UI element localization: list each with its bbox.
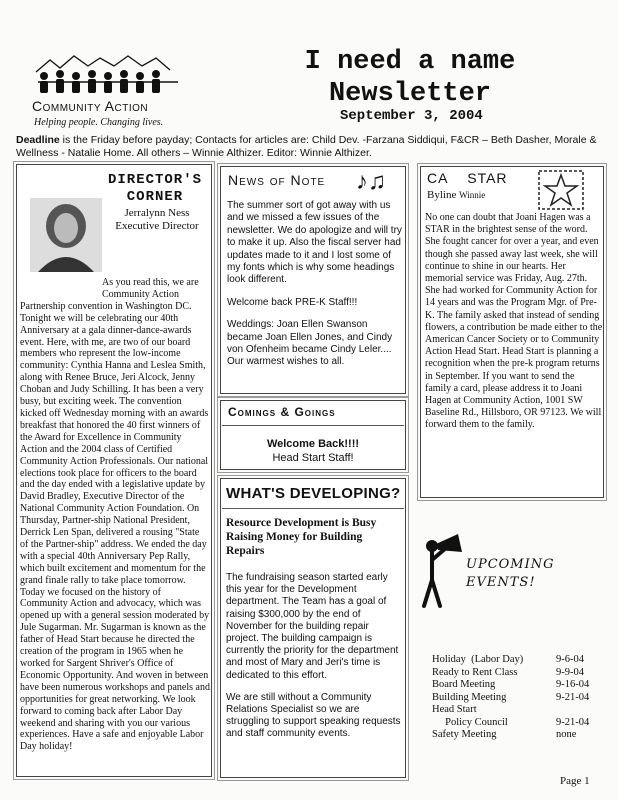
ca-star-byline <box>427 189 485 201</box>
event-date: 9-16-04 <box>556 679 590 690</box>
byline-label: Byline <box>427 189 457 201</box>
event-name: Holiday (Labor Day) <box>432 654 524 665</box>
event-date: 9-6-04 <box>556 654 584 665</box>
divider <box>222 425 404 426</box>
whats-developing-subtitle: Resource Development is Busy Raising Money for Building Repairs <box>226 517 377 557</box>
page-number: Page 1 <box>560 775 590 787</box>
byline-name: Winnie <box>459 190 486 200</box>
event-row <box>432 704 602 717</box>
ca-star-text: No one can doubt that Joani Hagen was a STAR in the brightest sense of the word. She fought cancer for over a year, and even though she passed away last week, she will continue to shine in our hearts. Her memorial service was Friday, Aug. 27th. She had worked for Community Action for 14 years and was the Program Mgr. of Pre-K. The family asked that instead of sending flowers, a contribution be made either to the American Cancer Society or to Community Action Head Start. Head Start is planning a recognition when the pre-k program returns in September. If you want to send the family a card, please address it to Joani Hagen at Community Action, 1001 SW Baseline Rd., Hillsboro, OR 97123. We will forward them to the family. <box>425 212 603 431</box>
event-date <box>556 704 602 717</box>
news-of-note-text <box>227 200 403 379</box>
upcoming-events-list <box>432 654 602 742</box>
whats-developing-text <box>226 572 404 751</box>
event-name: Ready to Rent Class <box>432 666 518 678</box>
event-name: Board Meeting <box>432 679 496 690</box>
deadline-text: is the Friday before payday; Contacts for articles are: Child Dev. -Farzana Siddiqui, F&CR – Beth Dasher, Morale & Wellness - Natalie Home. All others – Winnie Althizer. Editor: Winnie Althizer. <box>16 134 597 159</box>
newsletter-date: September 3, 2004 <box>340 108 483 124</box>
comings-goings-title: Comings & Goings <box>228 405 336 419</box>
newsletter-title <box>280 46 540 110</box>
title-line-1: I need a name <box>304 47 516 77</box>
event-date: 9-9-04 <box>556 666 584 678</box>
event-row <box>432 717 602 730</box>
dev-paragraph: The fundraising season started early this year for the Development department. The Team has a goal of raising $300,000 by the end of November for the building repair project. The building campaign is currently the priority for the department and most of Mary and Jeri's time is dedicated to this effort. <box>226 572 399 681</box>
title-line-2: Newsletter <box>328 79 492 109</box>
event-date: 9-21-04 <box>556 691 590 703</box>
event-name: Building Meeting <box>432 691 507 703</box>
intro-line-1: As you read this, we are <box>102 277 199 288</box>
event-row <box>432 679 602 692</box>
event-name: Safety Meeting <box>432 729 497 740</box>
upcoming-title-line-1: UPCOMING <box>466 557 555 572</box>
event-row <box>432 667 602 680</box>
heading-line-2: CORNER <box>126 189 184 205</box>
director-role: Executive Director <box>115 220 199 232</box>
deadline-note <box>16 134 606 160</box>
comings-line-2: Head Start Staff! <box>272 452 354 464</box>
logo-tagline: Helping people. Changing lives. <box>34 117 164 128</box>
event-date: none <box>556 729 577 740</box>
news-paragraph: Weddings: Joan Ellen Swanson became Joan Ellen Jones, and Cindy von Ofenheim became Cindy Leler.... Our warmest wishes to all. <box>227 319 393 368</box>
comings-goings-text <box>222 437 404 465</box>
event-date: 9-21-04 <box>556 716 590 728</box>
heading-line-1: DIRECTOR'S <box>107 172 202 188</box>
director-body: Partnership convention in Washington DC. Tonight we will be celebrating our 40th Anniversary at a gala dinner-dance-awards event. Here, with me, are two of our board members who represent the low-income community: Cynthia Hanna and Leslea Smith, along with Renee Bruce, Jeri Alcock, Jenny Choban and Judy Schilling. It has been a very busy, but exciting week. The convention kicked off Wednesday morning with an awards breakfast that honored the 40 first winners of the Award for Excellence in Community Action and the 2004 class of Certified Community Action Professionals. Our national elections took place for officers to the board and the day ended with a legislative update by David Bradley, Executive Director of the National Community Action Foundation. On Thursday, Partner-ship National President, Derrick Len Span, delivered a rousing "State of the Partner-ship" address. We ended the day with a special 40th Anniversary Pep Rally, which built excitement and momentum for the grand finale rally to take place tomorrow. Today we focused on the history of Community Action and advocacy, which was opened up with a general session moderated by Jule Sugarman. Mr. Sugarman is known as the father of Head Start because he directed the creation of the program in 1965 when he worked for Sargent Shriver's Office of Economic Opportunity. And woven in between have been numerous workshops and panels and opportunities for great networking. We look forward to coming back after Labor Day weekend and sharing with you our various experiences. Have a safe and enjoyable Labor Day holiday! <box>20 300 210 753</box>
dev-paragraph: We are still without a Community Relations Specialist so we are struggling to support speaking requests and staff community events. <box>226 691 401 740</box>
megaphone-person-icon <box>418 530 468 610</box>
intro-line-2: Community Action <box>102 288 179 300</box>
event-name: Head Start <box>432 704 477 715</box>
event-row <box>432 692 602 705</box>
directors-corner-heading <box>98 172 212 206</box>
directors-corner-text <box>20 277 210 753</box>
music-notes-icon: ♪♫ <box>356 169 386 195</box>
event-row <box>432 654 602 667</box>
event-row <box>432 729 602 742</box>
news-of-note-title: News of Note <box>228 172 326 188</box>
director-name: Jerralynn Ness <box>124 207 190 219</box>
logo-text: Community Action <box>32 98 149 114</box>
news-paragraph: Welcome back PRE-K Staff!!! <box>227 296 358 308</box>
director-photo <box>30 198 102 272</box>
deadline-label: Deadline <box>16 134 60 146</box>
upcoming-events-title <box>466 556 586 592</box>
director-name-block <box>102 207 212 233</box>
star-icon <box>538 170 584 210</box>
whats-developing-title: WHAT'S DEVELOPING? <box>226 485 401 502</box>
divider <box>222 508 404 509</box>
upcoming-title-line-2: EVENTS! <box>466 575 536 590</box>
event-name: Policy Council <box>432 716 508 728</box>
ca-star-title: CA STAR <box>427 170 508 186</box>
news-paragraph: The summer sort of got away with us and we missed a few issues of the newsletter. We do apologize and will try to make it up. Also the fiscal server had updates made to it and I lost some of my fonts which is why some headings look different. <box>227 200 402 286</box>
comings-line-1: Welcome Back!!!! <box>266 438 360 450</box>
